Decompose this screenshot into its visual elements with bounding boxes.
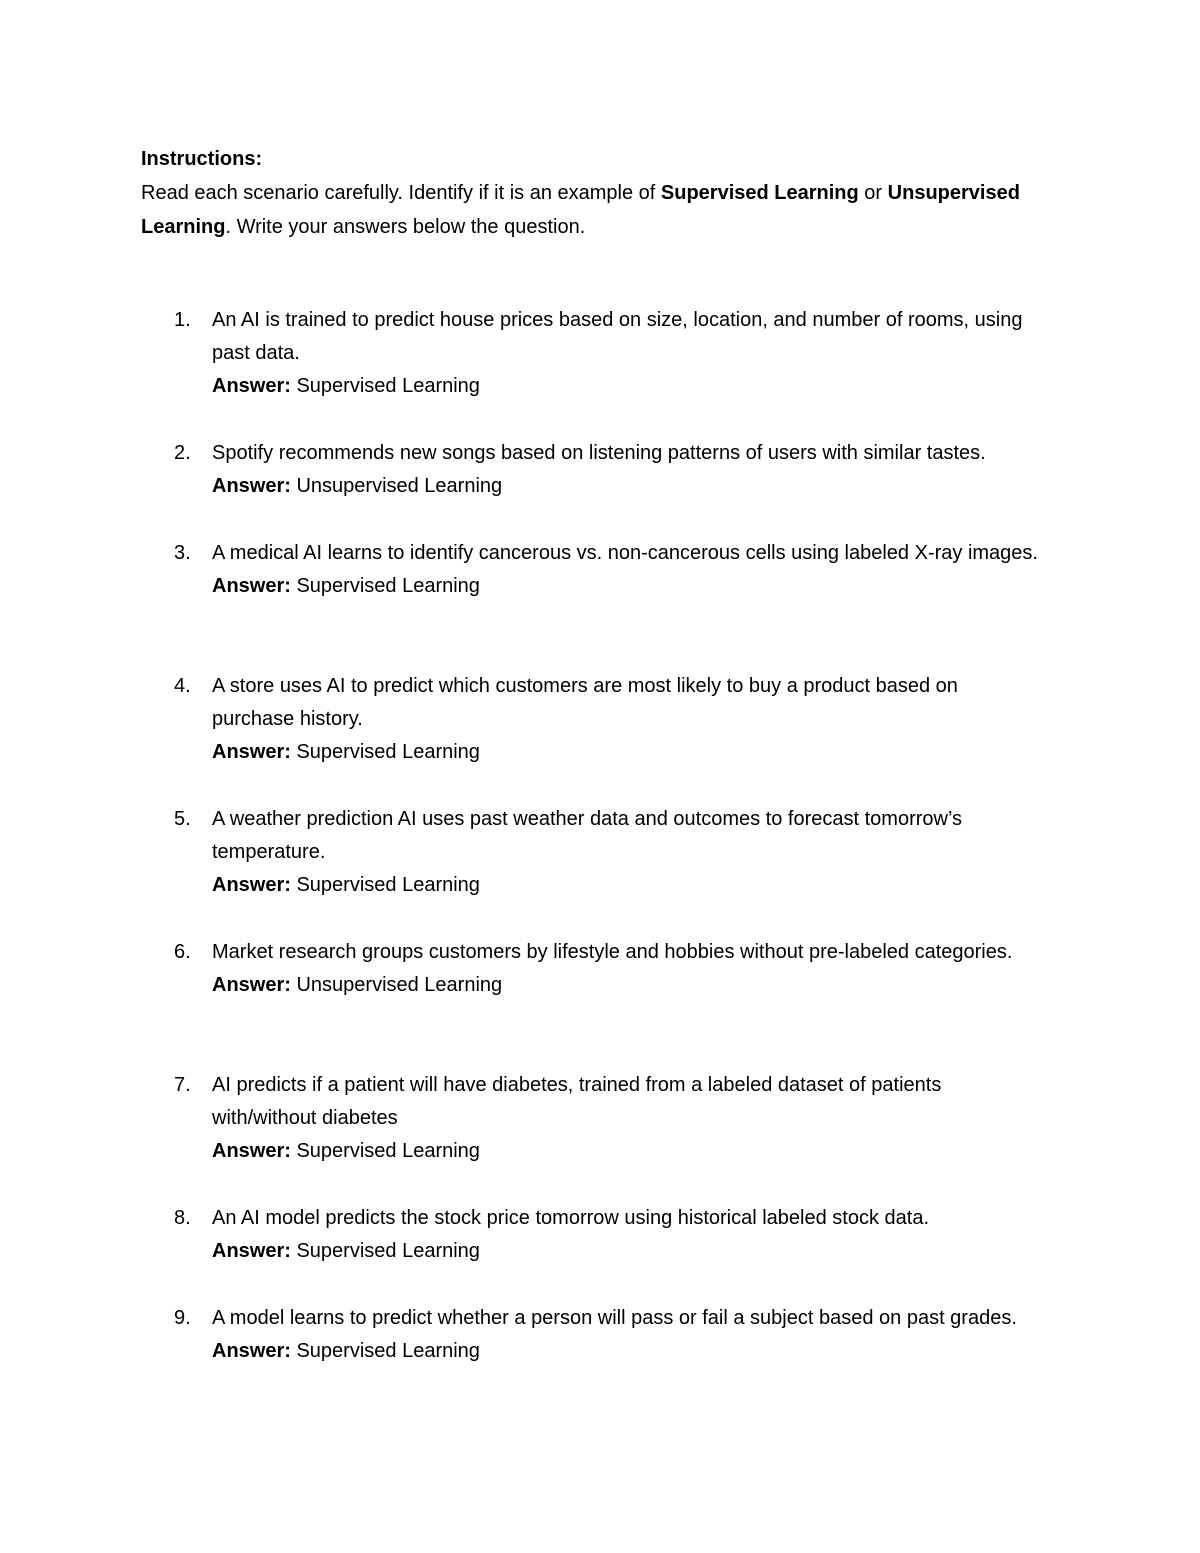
answer-line [212,1235,1041,1268]
question-number: 6. [174,941,191,963]
question-text: A store uses AI to predict which customers are most likely to buy a product based on purchase history. [212,675,958,730]
question-number: 3. [174,542,191,564]
instructions-text-part-2: or [858,182,888,204]
question-item [141,1069,1041,1168]
answer-label: Answer: [212,375,291,397]
question-text: A weather prediction AI uses past weather data and outcomes to forecast tomorrow’s temperature. [212,808,963,863]
answer-value: Unsupervised Learning [296,475,503,497]
question-number: 8. [174,1207,191,1229]
answer-line [212,736,1041,769]
question-item [141,304,1041,403]
question-number: 1. [174,309,191,331]
answer-line [212,1335,1041,1368]
instructions-text-part-3: . Write your answers below the question. [225,216,586,238]
answer-value: Supervised Learning [296,741,480,763]
answer-label: Answer: [212,475,291,497]
question-number: 9. [174,1307,191,1329]
answer-line [212,969,1041,1002]
answer-value: Supervised Learning [296,874,480,896]
answer-value: Supervised Learning [296,1340,480,1362]
answer-label: Answer: [212,1340,291,1362]
question-number: 5. [174,808,191,830]
instructions-text-part-1: Read each scenario carefully. Identify if it is an example of [141,182,661,204]
question-text: Spotify recommends new songs based on listening patterns of users with similar tastes. [212,442,986,464]
answer-label: Answer: [212,1140,291,1162]
question-item [141,537,1041,603]
answer-line [212,470,1041,503]
instructions-bold-supervised: Supervised Learning [660,182,859,204]
answer-line [212,869,1041,902]
question-text: An AI model predicts the stock price tomorrow using historical labeled stock data. [212,1207,930,1229]
question-text: AI predicts if a patient will have diabetes, trained from a labeled dataset of patients with/without diabetes [212,1074,942,1129]
question-text: Market research groups customers by lifestyle and hobbies without pre-labeled categories. [212,941,1013,963]
question-item [141,803,1041,902]
question-text: A model learns to predict whether a person will pass or fail a subject based on past grades. [212,1307,1017,1329]
question-number: 4. [174,675,191,697]
instructions-heading: Instructions: [141,148,263,170]
answer-value: Unsupervised Learning [296,974,503,996]
answer-label: Answer: [212,874,291,896]
answer-label: Answer: [212,1240,291,1262]
question-number: 7. [174,1074,191,1096]
answer-value: Supervised Learning [296,575,480,597]
instructions-bold-unsupervised: Unsupervised Learning [141,182,1020,238]
answer-label: Answer: [212,741,291,763]
question-item [141,936,1041,1002]
question-item [141,1302,1041,1368]
answer-label: Answer: [212,974,291,996]
answer-line [212,570,1041,603]
answer-line [212,1135,1041,1168]
answer-value: Supervised Learning [296,1140,480,1162]
question-item [141,670,1041,769]
question-item [141,1202,1041,1268]
question-item [141,437,1041,503]
question-text: A medical AI learns to identify cancerous vs. non-cancerous cells using labeled X-ray images. [212,542,1038,564]
answer-label: Answer: [212,575,291,597]
answer-value: Supervised Learning [296,1240,480,1262]
question-text: An AI is trained to predict house prices based on size, location, and number of rooms, using past data. [212,309,1023,364]
answer-value: Supervised Learning [296,375,480,397]
question-number: 2. [174,442,191,464]
answer-line [212,370,1041,403]
instructions-block [141,142,1071,244]
